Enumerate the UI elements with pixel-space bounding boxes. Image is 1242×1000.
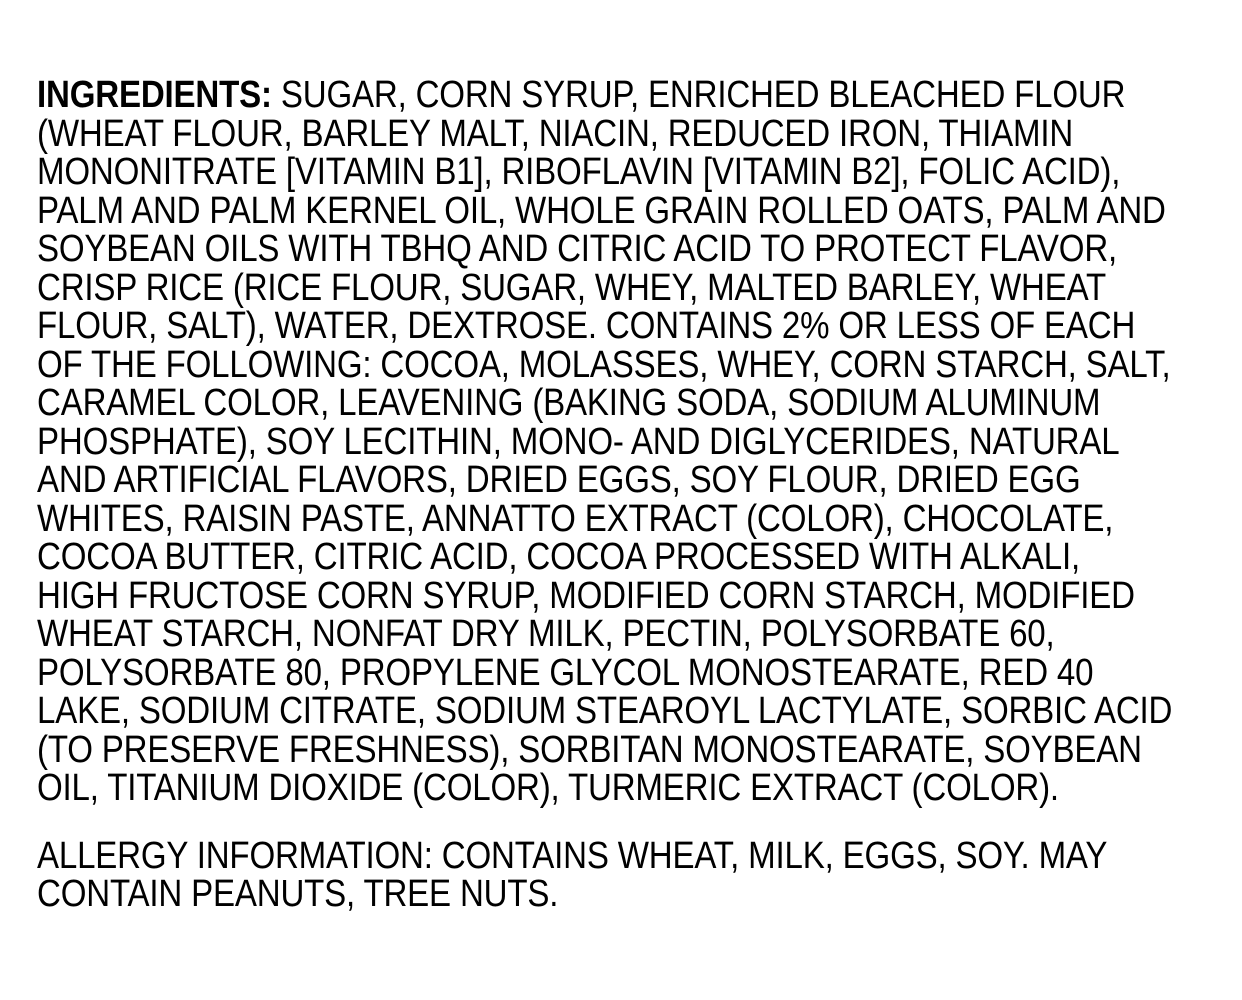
text-line: ALLERGY INFORMATION: CONTAINS WHEAT, MILK, EGGS, SOY. MAY xyxy=(37,834,1108,877)
ingredients-heading: INGREDIENTS: xyxy=(37,74,272,116)
text-line: LAKE, SODIUM CITRATE, SODIUM STEAROYL LACTYLATE, SORBIC ACID xyxy=(37,690,1173,732)
ingredients-section xyxy=(37,76,1172,808)
ingredients-label xyxy=(37,76,1172,914)
text-line: CONTAIN PEANUTS, TREE NUTS. xyxy=(37,873,559,915)
text-line: HIGH FRUCTOSE CORN SYRUP, MODIFIED CORN STARCH, MODIFIED xyxy=(37,574,1135,617)
allergy-section xyxy=(37,834,1172,915)
text-line: (WHEAT FLOUR, BARLEY MALT, NIACIN, REDUCED IRON, THIAMIN xyxy=(37,112,1074,155)
ingredients-first-line xyxy=(37,76,1172,115)
text-line: WHITES, RAISIN PASTE, ANNATTO EXTRACT (COLOR), CHOCOLATE, xyxy=(37,497,1114,540)
text-line: CRISP RICE (RICE FLOUR, SUGAR, WHEY, MALTED BARLEY, WHEAT xyxy=(37,266,1107,309)
text-line: CARAMEL COLOR, LEAVENING (BAKING SODA, SODIUM ALUMINUM xyxy=(37,382,1101,424)
text-line: PALM AND PALM KERNEL OIL, WHOLE GRAIN ROLLED OATS, PALM AND xyxy=(37,189,1166,232)
text-line: PHOSPHATE), SOY LECITHIN, MONO- AND DIGLYCERIDES, NATURAL xyxy=(37,420,1120,463)
allergy-lines xyxy=(37,834,1172,915)
text-line: OF THE FOLLOWING: COCOA, MOLASSES, WHEY, CORN STARCH, SALT, xyxy=(37,343,1171,386)
text-line: COCOA BUTTER, CITRIC ACID, COCOA PROCESSED WITH ALKALI, xyxy=(37,536,1081,578)
text-line: OIL, TITANIUM DIOXIDE (COLOR), TURMERIC EXTRACT (COLOR). xyxy=(37,767,1059,809)
text-line: AND ARTIFICIAL FLAVORS, DRIED EGGS, SOY FLOUR, DRIED EGG xyxy=(37,459,1081,501)
text-line: MONONITRATE [VITAMIN B1], RIBOFLAVIN [VITAMIN B2], FOLIC ACID), xyxy=(37,151,1121,193)
ingredients-lines xyxy=(37,112,1173,809)
text-line: (TO PRESERVE FRESHNESS), SORBITAN MONOSTEARATE, SOYBEAN xyxy=(37,728,1142,771)
text-line: SOYBEAN OILS WITH TBHQ AND CITRIC ACID TO PROTECT FLAVOR, xyxy=(37,228,1118,270)
text-line: POLYSORBATE 80, PROPYLENE GLYCOL MONOSTEARATE, RED 40 xyxy=(37,651,1094,694)
text-line: WHEAT STARCH, NONFAT DRY MILK, PECTIN, POLYSORBATE 60, xyxy=(37,613,1055,655)
text-line: FLOUR, SALT), WATER, DEXTROSE. CONTAINS 2% OR LESS OF EACH xyxy=(37,305,1136,347)
ingredients-first-line-rest: SUGAR, CORN SYRUP, ENRICHED BLEACHED FLOUR xyxy=(280,74,1126,116)
